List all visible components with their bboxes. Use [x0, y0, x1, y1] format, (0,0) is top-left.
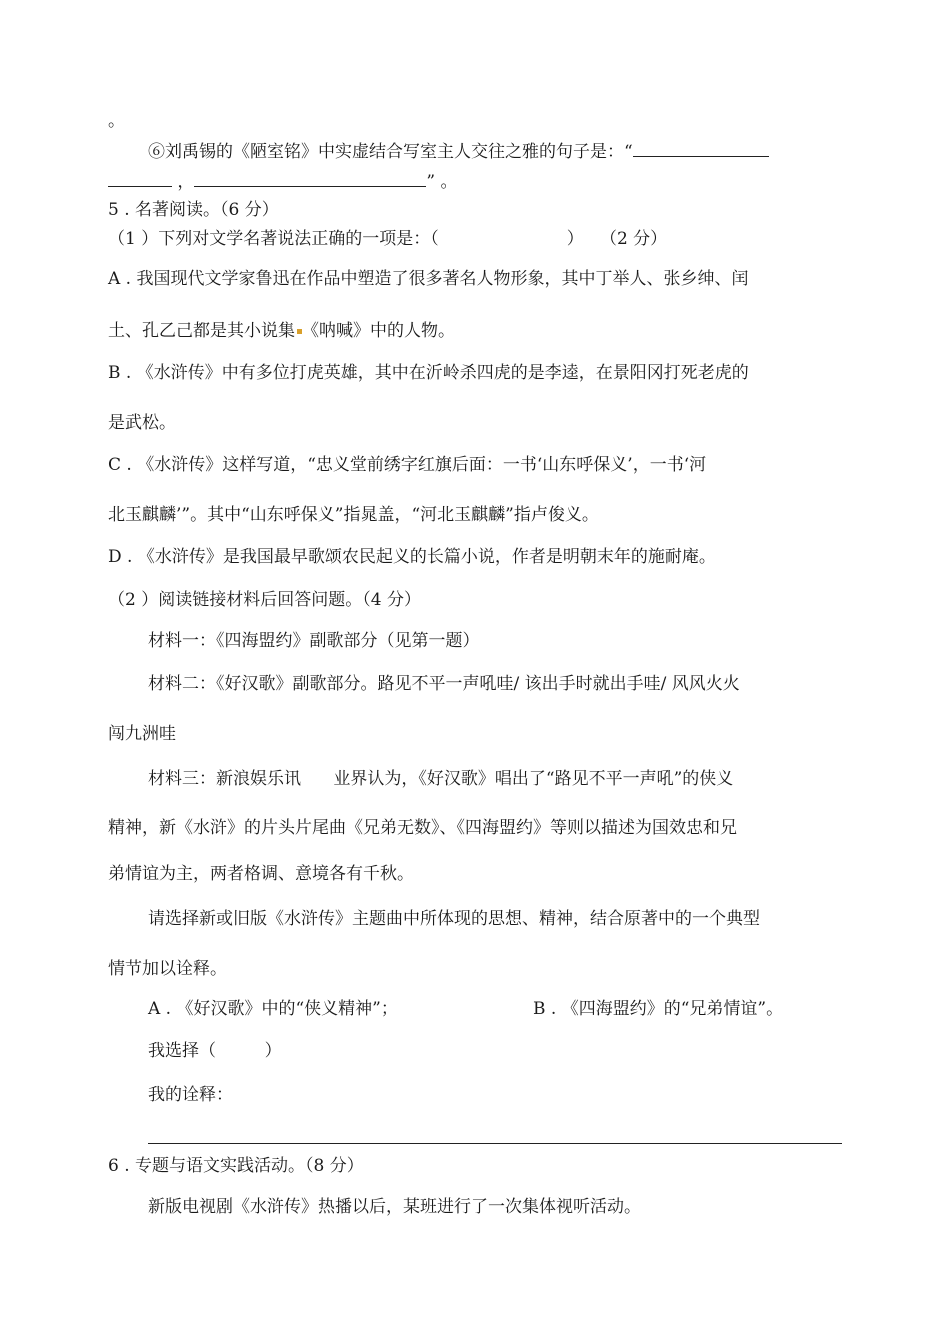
prompt-line-1: 请选择新或旧版《水浒传》主题曲中所体现的思想、精神，结合原著中的一个典型 [148, 909, 760, 929]
my-explanation-label: 我的诠释： [148, 1085, 233, 1105]
option-d: D . 《水浒传》是我国最早歌颂农民起义的长篇小说，作者是明朝末年的施耐庵。 [108, 547, 716, 567]
answer-line[interactable] [148, 1143, 842, 1144]
option-c-line-2: 北玉麒麟’”。其中“山东呼保义”指晁盖，“河北玉麒麟”指卢俊义。 [108, 505, 599, 525]
option-a-line-1: A . 我国现代文学家鲁迅在作品中塑造了很多著名人物形象，其中丁举人、张乡绅、闰 [108, 269, 749, 289]
material-3-line-1: 材料三：新浪娱乐讯 业界认为，《好汉歌》唱出了“路见不平一声吼”的侠义 [148, 769, 734, 789]
material-1: 材料一：《四海盟约》副歌部分（见第一题） [148, 631, 480, 651]
question-5-title: 5 . 名著阅读。（6 分） [108, 200, 279, 220]
choice-b: B . 《四海盟约》的“兄弟情谊”。 [533, 999, 784, 1019]
material-2-line-2: 闯九洲哇 [108, 724, 176, 744]
choice-a: A . 《好汉歌》中的“侠义精神”； [148, 999, 398, 1019]
question-4-6-line-1: ⑥刘禹锡的《陋室铭》中实虚结合写室主人交往之雅的句子是：“ [148, 140, 769, 163]
answer-blank-1[interactable] [633, 140, 769, 157]
material-3-line-2: 精神，新《水浒》的片头片尾曲《兄弟无数》、《四海盟约》等则以描述为国效忠和兄 [108, 818, 737, 838]
option-b-line-1: B . 《水浒传》中有多位打虎英雄，其中在沂岭杀四虎的是李逵，在景阳冈打死老虎的 [108, 363, 749, 383]
answer-blank-1b[interactable] [108, 170, 172, 187]
answer-blank-2[interactable] [194, 170, 426, 187]
material-2-line-1: 材料二：《好汉歌》副歌部分。路见不平一声吼哇/ 该出手时就出手哇/ 风风火火 [148, 674, 740, 694]
question-5-2: （2 ）阅读链接材料后回答问题。（4 分） [108, 590, 421, 610]
my-choice[interactable]: 我选择（ ） [148, 1041, 282, 1061]
continuation-mark: 。 [108, 111, 125, 131]
option-b-line-2: 是武松。 [108, 413, 176, 433]
option-a-line-2: 土、孔乙己都是其小说集 《呐喊》中的人物。 [108, 321, 455, 341]
material-3-line-3: 弟情谊为主，两者格调、意境各有千秋。 [108, 864, 414, 884]
prompt-line-2: 情节加以诠释。 [108, 959, 227, 979]
question-6-body: 新版电视剧《水浒传》热播以后，某班进行了一次集体视听活动。 [148, 1197, 641, 1217]
question-5-1: （1 ）下列对文学名著说法正确的一项是：（ ） （2 分） [108, 229, 668, 249]
question-6-title: 6 . 专题与语文实践活动。（8 分） [108, 1156, 364, 1176]
option-c-line-1: C . 《水浒传》这样写道，“忠义堂前绣字红旗后面：一书‘山东呼保义’，一书‘河 [108, 455, 707, 475]
question-4-6-line-2: ， ” 。 [108, 170, 458, 193]
